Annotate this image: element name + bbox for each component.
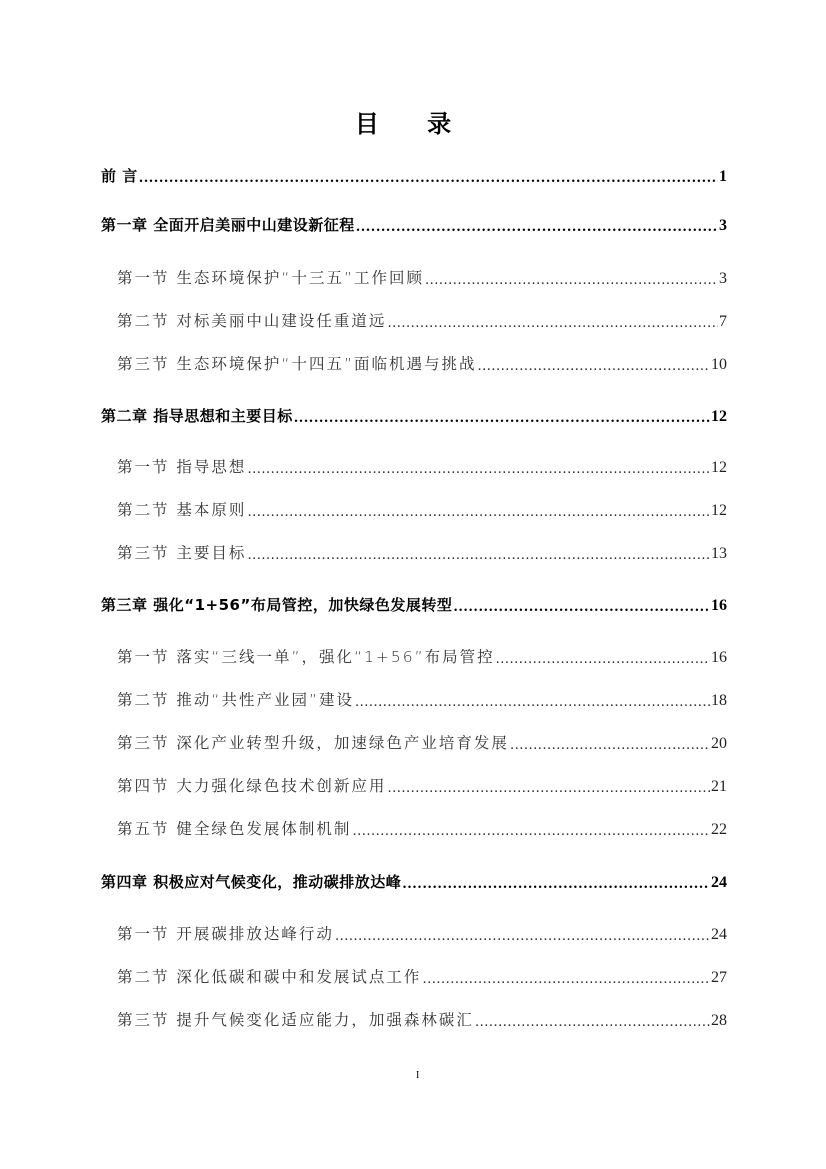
dot-leader [387,781,710,796]
entry-title: 前 言 [101,167,138,185]
toc-section-entry[interactable] [117,920,727,944]
entry-page: 12 [711,502,727,519]
entry-title: 第一节 生态环境保护“十三五”工作回顾 [117,269,424,287]
entry-page: 10 [711,356,727,373]
toc-section-entry[interactable] [117,772,727,796]
entry-title: 第一节 指导思想 [117,458,247,476]
page-number: I [416,1070,420,1081]
toc-chapter-entry[interactable] [101,211,727,235]
entry-page: 18 [711,692,727,709]
dot-leader [475,1015,710,1030]
entry-title: 第二节 推动“共性产业园”建设 [117,691,354,709]
toc-section-entry[interactable] [117,963,727,987]
toc-title: 目 录 [354,110,472,138]
entry-title: 第四章 积极应对气候变化，推动碳排放达峰 [101,873,402,891]
entry-title: 第二节 深化低碳和碳中和发展试点工作 [117,968,422,986]
entry-page: 28 [711,1012,727,1029]
entry-title: 第三节 主要目标 [117,544,247,562]
toc-section-entry[interactable] [117,729,727,753]
toc-section-entry[interactable] [117,643,727,667]
toc-section-entry[interactable] [117,686,727,710]
entry-title: 第三节 提升气候变化适应能力，加强森林碳汇 [117,1011,474,1029]
dot-leader [422,972,710,987]
entry-page: 21 [711,778,727,795]
entry-page: 3 [719,217,727,234]
entry-title: 第三节 深化产业转型升级，加速绿色产业培育发展 [117,734,509,752]
dot-leader [402,877,710,892]
entry-title: 第三章 强化“1+56”布局管控，加快绿色发展转型 [101,596,453,614]
entry-title: 第二节 对标美丽中山建设任重道远 [117,312,387,330]
toc-section-entry[interactable] [117,453,727,477]
toc-section-entry[interactable] [117,539,727,563]
entry-title: 第二节 基本原则 [117,501,247,519]
entry-title: 第二章 指导思想和主要目标 [101,407,293,425]
toc-chapter-entry[interactable] [101,162,727,186]
dot-leader [425,273,718,288]
entry-title: 第四节 大力强化绿色技术创新应用 [117,777,387,795]
toc-section-entry[interactable] [117,1006,727,1030]
entry-page: 24 [711,926,727,943]
toc-chapter-entry[interactable] [101,591,727,615]
entry-page: 7 [719,313,727,330]
dot-leader [247,548,710,563]
dot-leader [294,411,710,426]
dot-leader [352,824,710,839]
entry-page: 24 [711,874,727,891]
toc-chapter-entry[interactable] [101,868,727,892]
entry-page: 16 [711,649,727,666]
dot-leader [496,652,710,667]
toc-section-entry[interactable] [117,350,727,374]
dot-leader [387,316,718,331]
dot-leader [355,695,710,710]
entry-page: 27 [711,969,727,986]
toc-section-entry[interactable] [117,496,727,520]
entry-title: 第一节 开展碳排放达峰行动 [117,925,334,943]
entry-title: 第一节 落实“三线一单”，强化“1+56”布局管控 [117,648,495,666]
entry-page: 13 [711,545,727,562]
dot-leader [356,220,718,235]
toc-section-entry[interactable] [117,815,727,839]
dot-leader [139,171,718,186]
entry-page: 1 [719,168,727,185]
dot-leader [247,505,710,520]
dot-leader [453,600,710,615]
entry-title: 第五节 健全绿色发展体制机制 [117,820,352,838]
entry-title: 第一章 全面开启美丽中山建设新征程 [101,216,355,234]
entry-page: 16 [711,597,727,614]
toc-section-entry[interactable] [117,307,727,331]
dot-leader [247,462,710,477]
entry-page: 12 [711,408,727,425]
entry-title: 第三节 生态环境保护“十四五”面临机遇与挑战 [117,355,477,373]
entry-page: 22 [711,821,727,838]
dot-leader [510,738,710,753]
dot-leader [335,929,710,944]
toc-section-entry[interactable] [117,264,727,288]
entry-page: 20 [711,735,727,752]
toc-chapter-entry[interactable] [101,402,727,426]
entry-page: 3 [719,270,727,287]
dot-leader [478,359,711,374]
entry-page: 12 [711,459,727,476]
